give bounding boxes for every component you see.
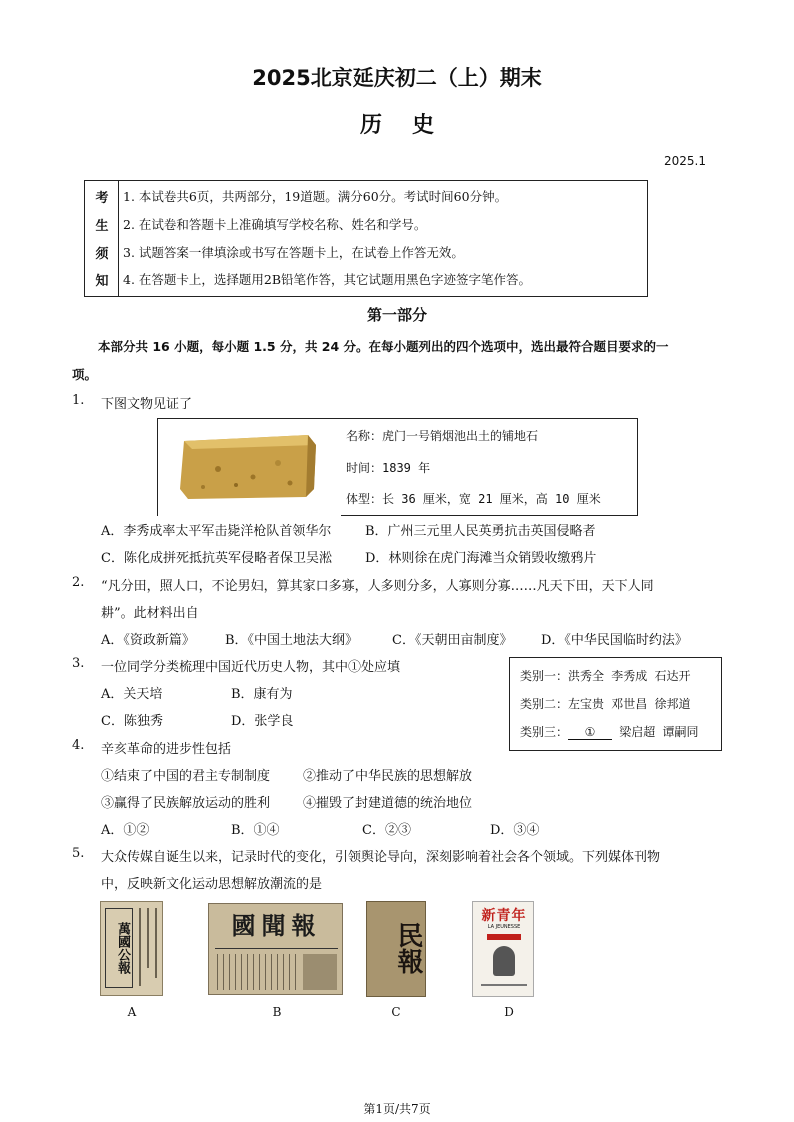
- category-prefix: 类别三：: [520, 725, 569, 739]
- question-stem: 中，反映新文化运动思想解放潮流的是: [101, 877, 323, 892]
- question-stem: 大众传媒自诞生以来，记录时代的变化，引领舆论导向，深刻影响着社会各个领域。下列媒体刊物: [101, 850, 661, 865]
- question-stem: “凡分田，照人口，不论男妇，算其家口多寡，人多则分多，人寡则分寡……凡天下田，天下人同: [101, 579, 654, 594]
- category-line: [520, 723, 698, 740]
- relic-name: 名称：虎门一号销烟池出土的铺地石: [346, 429, 539, 443]
- min-bao-masthead: 民報: [393, 922, 423, 974]
- question-number: 3.: [72, 656, 85, 671]
- part-intro-line: 项。: [72, 367, 98, 382]
- option-a: A．《资政新篇》: [101, 633, 195, 648]
- media-d-xin-qingnian-image: [472, 901, 534, 997]
- media-a-wanguo-gongbao-image: [100, 901, 163, 996]
- option-b: B．康有为: [231, 687, 293, 702]
- newspaper-rule: [215, 948, 338, 949]
- part-intro-line: 本部分共 16 小题，每小题 1.5 分，共 24 分。在每小题列出的四个选项中，选出最符合题目要求的一: [98, 339, 669, 354]
- question-stem: 一位同学分类梳理中国近代历史人物，其中①处应填: [101, 660, 401, 675]
- media-b-guowen-bao-image: [208, 903, 343, 995]
- cover-red-band: [487, 934, 521, 940]
- statement-item: ①结束了中国的君主专制制度: [101, 769, 271, 784]
- category-line: 类别二：左宝贵 邓世昌 徐邦道: [520, 697, 691, 711]
- page-title: 2025北京延庆初二（上）期末: [252, 66, 542, 90]
- category-suffix: 梁启超 谭嗣同: [612, 725, 699, 739]
- statement-item: ④摧毁了封建道德的统治地位: [303, 796, 473, 811]
- category-line: 类别一：洪秀全 李秀成 石达开: [520, 669, 691, 683]
- xin-qingnian-masthead: 新青年: [481, 908, 527, 924]
- statement-item: ③赢得了民族解放运动的胜利: [101, 796, 271, 811]
- question-number: 4.: [72, 738, 85, 753]
- question-number: 2.: [72, 575, 85, 590]
- notice-label-char: 考: [95, 191, 109, 206]
- notice-line: 3. 试题答案一律填涂或书写在答题卡上，在试卷上作答无效。: [123, 245, 464, 260]
- option-c: C．②③: [362, 823, 411, 838]
- media-label-d: D: [504, 1005, 514, 1019]
- part-title: 第一部分: [366, 306, 427, 324]
- exam-date: 2025.1: [664, 154, 706, 168]
- notice-label-char: 须: [95, 247, 109, 262]
- notice-line: 2. 在试卷和答题卡上准确填写学校名称、姓名和学号。: [123, 217, 427, 232]
- option-d: D．《中华民国临时约法》: [541, 633, 688, 648]
- option-d: D．③④: [490, 823, 540, 838]
- question-stem: 下图文物见证了: [101, 397, 193, 412]
- category-box: [509, 657, 722, 751]
- option-a: A．李秀成率太平军击毙洋枪队首领华尔: [101, 524, 332, 539]
- newspaper-column-line: [147, 908, 149, 968]
- newspaper-text-columns: [217, 954, 297, 990]
- wanguo-gongbao-masthead: 萬國公報: [105, 908, 133, 988]
- newspaper-column-line: [139, 908, 141, 986]
- media-c-min-bao-image: [366, 901, 426, 997]
- paving-stone-image: [158, 419, 341, 517]
- portrait-illustration: [493, 946, 515, 976]
- subject-title: 历史: [359, 113, 464, 138]
- relic-size: 体型：长 36 厘米，宽 21 厘米，高 10 厘米: [346, 492, 601, 506]
- option-b: B．①④: [231, 823, 280, 838]
- option-c: C．《天朝田亩制度》: [392, 633, 513, 648]
- category-blank: ①: [568, 725, 612, 740]
- guowen-bao-masthead: 國聞報: [231, 911, 322, 940]
- exam-notice-box: [84, 180, 648, 297]
- option-d: D．林则徐在虎门海滩当众销毁收缴鸦片: [365, 551, 597, 566]
- relic-info-table: [157, 418, 638, 516]
- question-number: 5.: [72, 846, 85, 861]
- newspaper-column-line: [155, 908, 157, 978]
- option-a: A．关天培: [101, 687, 163, 702]
- media-label-c: C: [391, 1005, 401, 1019]
- cover-text-line: [481, 984, 527, 986]
- relic-image-cell: [158, 419, 341, 515]
- option-d: D．张学良: [231, 714, 294, 729]
- option-b: B．广州三元里人民英勇抗击英国侵略者: [365, 524, 596, 539]
- relic-time: 时间：1839 年: [346, 461, 431, 475]
- notice-line: 4. 在答题卡上，选择题用2B铅笔作答，其它试题用黑色字迹签字笔作答。: [123, 272, 532, 287]
- page-number: 第1页/共7页: [363, 1102, 431, 1116]
- question-number: 1.: [72, 393, 85, 408]
- question-stem: 耕”。此材料出自: [101, 606, 199, 621]
- notice-label-char: 生: [95, 219, 109, 234]
- option-b: B．《中国土地法大纲》: [225, 633, 359, 648]
- question-stem: 辛亥革命的进步性包括: [101, 742, 232, 757]
- option-c: C．陈独秀: [101, 714, 163, 729]
- option-a: A．①②: [101, 823, 150, 838]
- newspaper-illustration: [303, 954, 337, 990]
- media-label-b: B: [272, 1005, 282, 1019]
- notice-label-column: [85, 181, 119, 296]
- notice-label-char: 知: [95, 274, 109, 289]
- media-label-a: A: [127, 1005, 137, 1019]
- option-c: C．陈化成拼死抵抗英军侵略者保卫吴淞: [101, 551, 332, 566]
- la-jeunesse-subtitle: LA JEUNESSE: [487, 924, 521, 930]
- statement-item: ②推动了中华民族的思想解放: [303, 769, 473, 784]
- notice-line: 1. 本试卷共6页，共两部分，19道题。满分60分。考试时间60分钟。: [123, 189, 508, 204]
